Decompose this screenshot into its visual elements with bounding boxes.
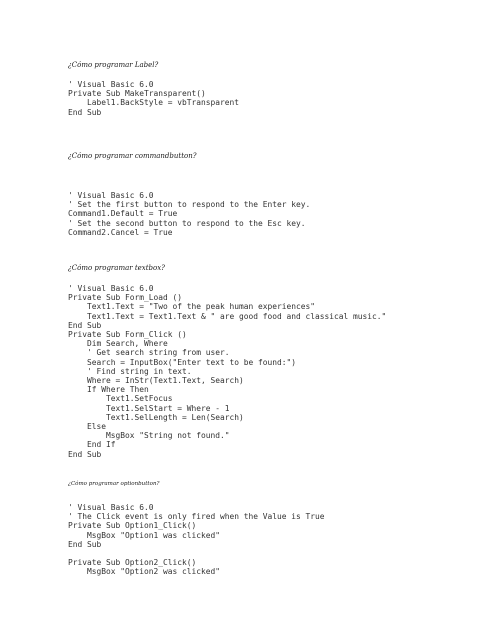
section-heading-label: ¿Cómo programar Label? xyxy=(68,61,159,69)
code-block-optionbutton: ' Visual Basic 6.0 ' The Click event is only fired when the Value is True Private Sub Option1_Click() MsgBox "Option1 was clicked" End Sub Private Sub Option2_Click() MsgBox "Option2 was clicked" xyxy=(68,503,325,577)
section-heading-optionbutton: ¿Cómo programar optionbutton? xyxy=(68,481,160,487)
section-heading-textbox: ¿Cómo programar textbox? xyxy=(68,264,165,272)
section-heading-commandbutton: ¿Cómo programar commandbutton? xyxy=(68,152,197,160)
code-block-label: ' Visual Basic 6.0 Private Sub MakeTransparent() Label1.BackStyle = vbTransparent End Sub xyxy=(68,80,240,117)
code-block-commandbutton: ' Visual Basic 6.0 ' Set the first button to respond to the Enter key. Command1.Default = True ' Set the second button to respond to the Esc key. Command2.Cancel = True xyxy=(68,191,311,237)
code-block-textbox: ' Visual Basic 6.0 Private Sub Form_Load () Text1.Text = "Two of the peak human experiences" Text1.Text = Text1.Text & " are good food and classical music." End Sub Private Sub Form_Click () Dim Search, Where ' Get search string from user. Search = InputBox("Enter text to be found:") ' Find string in text. Where = InStr(Text1.Text, Search) If Where Then Text1.SetFocus Text1.SelStart = Where - 1 Text1.SelLength = Len(Search) Else MsgBox "String not found." End If End Sub xyxy=(68,284,387,459)
